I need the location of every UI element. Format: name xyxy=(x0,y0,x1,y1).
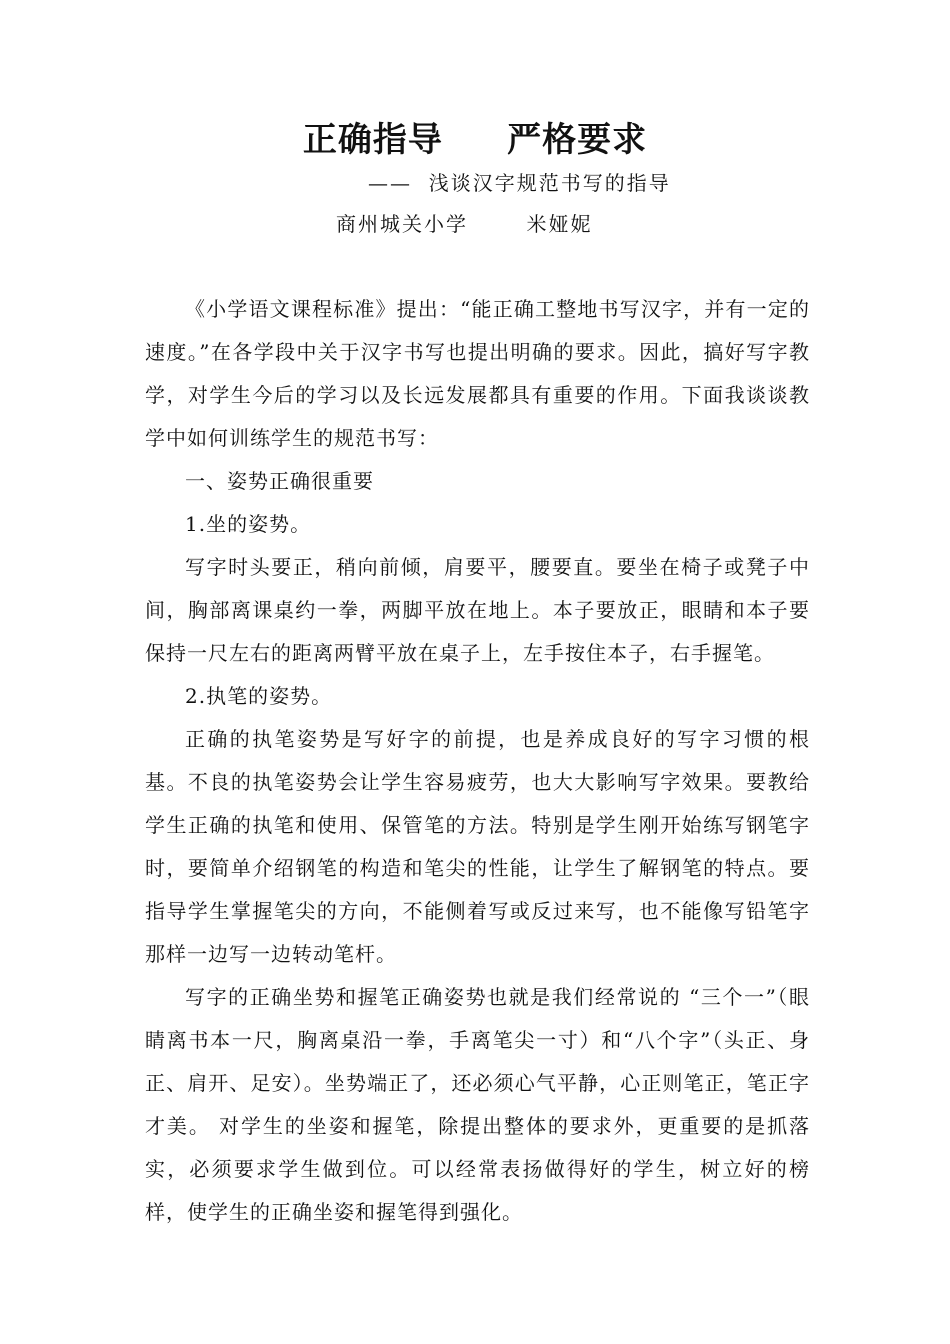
paragraph-pen-holding: 正确的执笔姿势是写好字的前提，也是养成良好的写字习惯的根基。不良的执笔姿势会让学生容易疲劳，也大大影响写字效果。要教给学生正确的执笔和使用、保管笔的方法。特别是学生刚开始练写钢笔字时，要简单介绍钢笔的构造和笔尖的性能，让学生了解钢笔的特点。要指导学生掌握笔尖的方向，不能侧着写或反过来写，也不能像写铅笔字那样一边写一边转动笔杆。 xyxy=(145,727,810,966)
paragraph-sitting-posture: 写字时头要正，稍向前倾，肩要平，腰要直。要坐在椅子或凳子中间，胸部离课桌约一拳，两脚平放在地上。本子要放正，眼睛和本子要保持一尺左右的距离两臂平放在桌子上，左手按住本子，右手握笔。 xyxy=(145,555,810,665)
author-line: 商州城关小学 米娅妮 xyxy=(336,212,593,236)
section-heading-posture: 一、姿势正确很重要 xyxy=(185,469,374,493)
paragraph-intro: 《小学语文课程标准》提出：“能正确工整地书写汉字，并有一定的速度。”在各学段中关于汉字书写也提出明确的要求。因此，搞好写字教学，对学生今后的学习以及长远发展都具有重要的作用。下面我谈谈教学中如何训练学生的规范书写： xyxy=(145,297,810,450)
document-title: 正确指导 严格要求 xyxy=(302,120,648,160)
subheading-pen-holding: 2.执笔的姿势。 xyxy=(185,684,333,708)
paragraph-summary: 写字的正确坐势和握笔正确姿势也就是我们经常说的 “三个一”（眼睛离书本一尺，胸离桌沿一拳，手离笔尖一寸）和“八个字”（头正、身正、肩开、足安）。坐势端正了，还必须心气平静，心正则笔正，笔正字才美。 对学生的坐姿和握笔，除提出整体的要求外，更重要的是抓落实，必须要求学生做到位。可以经常表扬做得好的学生，树立好的榜样，使学生的正确坐姿和握笔得到强化。 xyxy=(145,985,810,1224)
document-body xyxy=(145,288,810,1234)
document-subtitle: —— 浅谈汉字规范书写的指导 xyxy=(368,171,671,195)
subheading-sitting-posture: 1.坐的姿势。 xyxy=(185,512,312,536)
